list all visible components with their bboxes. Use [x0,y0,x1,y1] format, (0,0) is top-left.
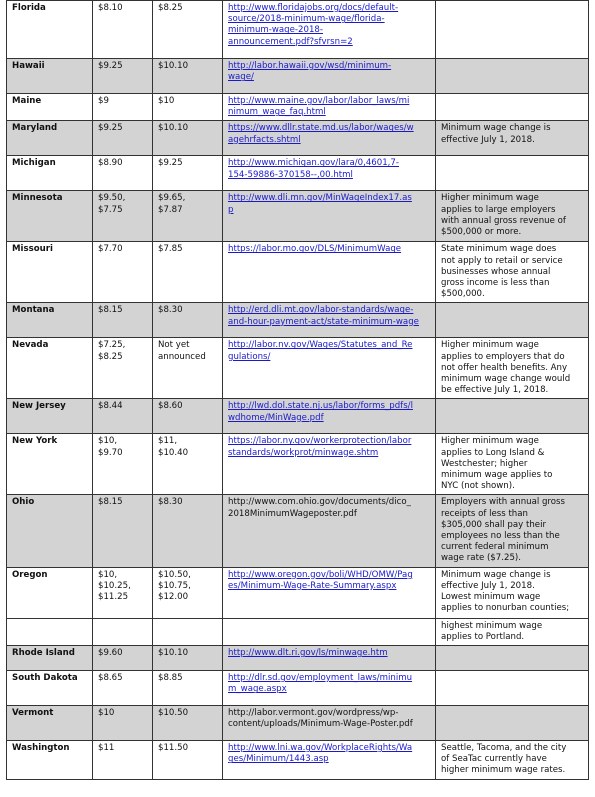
notes-cell [436,94,589,121]
source-link-line[interactable]: 154-59886-370158--,00.html [228,169,353,180]
state-cell: Washington [7,741,93,780]
wage-2018-cell: $8.30 [153,303,223,338]
wage-2017-cell: $7.70 [93,242,153,303]
note-line: Employers with annual gross [441,497,565,508]
source-link[interactable] [223,671,436,706]
state-cell: Oregon [7,567,93,618]
source-link-line[interactable]: http://www.dli.mn.gov/MinWageIndex17.as [228,193,412,204]
note-line: minimum wage applies to [441,470,553,481]
notes-cell [436,495,589,567]
source-link-line[interactable]: content/uploads/Minimum-Wage-Poster.pdf [228,719,413,730]
wage-2018-cell: $10.10 [153,121,223,156]
source-link-line[interactable]: gulations/ [228,351,271,362]
table-row [7,741,589,780]
wage-2018-cell: $10.50, $10.75, $12.00 [153,567,223,618]
source-link[interactable] [223,121,436,156]
source-link-line[interactable]: http://labor.vermont.gov/wordpress/wp- [228,708,399,719]
state-cell: Missouri [7,242,93,303]
source-link-line[interactable]: http://www.oregon.gov/boli/WHD/OMW/Pag [228,569,413,580]
wage-2017-cell: $9.25 [93,121,153,156]
wage-2017-cell: $10, $9.70 [93,434,153,495]
notes-cell [436,1,589,59]
wage-2018-cell: $10.50 [153,706,223,741]
state-cell: Rhode Island [7,646,93,671]
wage-2017-cell: $9 [93,94,153,121]
source-link-line[interactable]: https://www.dllr.state.md.us/labor/wages/w [228,123,414,134]
notes-cell [436,618,589,645]
state-cell: Ohio [7,495,93,567]
wage-2018-cell: $8.60 [153,399,223,434]
notes-cell [436,399,589,434]
wage-2017-cell: $8.15 [93,303,153,338]
source-link-line[interactable]: http://dlr.sd.gov/employment_laws/minimu [228,673,413,684]
wage-2018-cell: $10.10 [153,646,223,671]
note-line: Seattle, Tacoma, and the city [441,743,567,754]
note-line: Higher minimum wage [441,193,539,204]
note-line: higher minimum wage rates. [441,765,566,776]
source-link[interactable] [223,156,436,191]
source-link-line[interactable]: http://labor.hawaii.gov/wsd/minimum- [228,61,392,71]
wage-2018-cell: $10.10 [153,59,223,94]
note-line: Minimum wage change is [441,123,551,134]
source-link-line[interactable]: wdhome/MinWage.pdf [228,412,324,423]
wage-2018-cell: $8.85 [153,671,223,706]
note-line: not offer health benefits. Any [441,362,568,373]
notes-cell [436,156,589,191]
source-link-line[interactable]: http://www.maine.gov/labor/labor_laws/mi [228,96,410,106]
source-link-line[interactable]: https://labor.mo.gov/DLS/MinimumWage [228,244,402,255]
note-line: not apply to retail or service [441,255,563,266]
note-line: applies to large employers [441,204,556,215]
note-line: NYC (not shown). [441,481,515,492]
wage-2017-cell [93,618,153,645]
table-row [7,338,589,399]
note-line: receipts of less than [441,508,528,519]
wage-2017-cell: $8.90 [93,156,153,191]
source-link-line[interactable]: http://lwd.dol.state.nj.us/labor/forms_pdfs/l [228,401,413,412]
table-row [7,59,589,94]
notes-cell [436,706,589,741]
note-line: of SeaTac currently have [441,754,547,765]
note-line: current federal minimum [441,542,549,553]
source-link[interactable] [223,741,436,780]
table-row [7,706,589,741]
note-line: Higher minimum wage [441,340,539,351]
notes-cell [436,303,589,338]
source-link[interactable] [223,706,436,741]
table-row [7,671,589,706]
note-line: wage rate ($7.25). [441,553,521,564]
note-line: $500,000 or more. [441,227,522,238]
notes-cell [436,646,589,671]
note-line: Lowest minimum wage [441,592,541,603]
state-cell [7,618,93,645]
note-line: applies to Portland. [441,631,525,642]
table-row [7,156,589,191]
state-cell: Maryland [7,121,93,156]
state-cell: South Dakota [7,671,93,706]
table-row [7,495,589,567]
source-link-line[interactable]: http://www.dlt.ri.gov/ls/minwage.htm [228,648,388,659]
minimum-wage-table [6,0,589,780]
wage-2018-cell: $8.25 [153,1,223,59]
notes-cell [436,741,589,780]
note-line: Higher minimum wage [441,436,539,447]
note-line: with annual gross revenue of [441,215,566,226]
wage-2018-cell: $9.25 [153,156,223,191]
notes-cell [436,59,589,94]
source-link-line[interactable]: and-hour-payment-act/state-minimum-wage [228,316,419,327]
source-link[interactable] [223,434,436,495]
note-line: effective July 1, 2018. [441,580,535,591]
wage-2017-cell: $8.65 [93,671,153,706]
source-link-line[interactable]: http://www.michigan.gov/lara/0,4601,7- [228,158,399,169]
source-link-line[interactable]: minimum-wage-2018- [228,25,323,36]
notes-cell [436,121,589,156]
note-line: minimum wage change would [441,374,571,385]
source-link-line[interactable]: wage/ [228,72,254,83]
wage-2018-cell: $11, $10.40 [153,434,223,495]
source-link-line[interactable]: http://www.floridajobs.org/docs/default- [228,3,399,13]
table-row [7,646,589,671]
table-row [7,399,589,434]
table-row [7,242,589,303]
notes-cell [436,671,589,706]
wage-2017-cell: $7.25, $8.25 [93,338,153,399]
wage-2017-cell: $8.15 [93,495,153,567]
source-link[interactable] [223,242,436,303]
notes-cell [436,191,589,242]
table-row [7,94,589,121]
source-link[interactable] [223,646,436,671]
table-row [7,1,589,59]
state-cell: Florida [7,1,93,59]
source-link-line[interactable]: agehrfacts.shtml [228,134,301,145]
wage-2018-cell: Not yet announced [153,338,223,399]
state-cell: New York [7,434,93,495]
note-line: applies to nonurban counties; [441,603,570,614]
state-cell: Vermont [7,706,93,741]
source-link-line[interactable]: nimum_wage_faq.html [228,107,326,118]
table-row [7,121,589,156]
wage-2018-cell: $10 [153,94,223,121]
wage-2017-cell: $8.44 [93,399,153,434]
note-line: Minimum wage change is [441,569,551,580]
wage-2017-cell: $11 [93,741,153,780]
note-line: applies to Long Island & [441,447,545,458]
wage-2017-cell: $9.60 [93,646,153,671]
wage-2018-cell: $11.50 [153,741,223,780]
note-line: Westchester; higher [441,458,528,469]
source-link-line[interactable]: es/Minimum-Wage-Rate-Summary.aspx [228,580,397,591]
table-row [7,567,589,618]
source-link[interactable] [223,1,436,59]
table-row [7,434,589,495]
wage-2018-cell: $7.85 [153,242,223,303]
note-line: employees no less than the [441,531,560,542]
source-link[interactable] [223,303,436,338]
source-link-line[interactable]: http://www.lni.wa.gov/WorkplaceRights/Wa [228,743,413,754]
note-line: $500,000. [441,289,485,300]
note-line: effective July 1, 2018. [441,134,535,145]
note-line: gross income is less than [441,278,550,289]
source-link [223,618,436,645]
note-line: be effective July 1, 2018. [441,385,549,396]
source-link-line[interactable]: standards/workprot/minwage.shtm [228,447,379,458]
source-link-line[interactable]: source/2018-minimum-wage/florida- [228,14,385,25]
source-link[interactable] [223,94,436,121]
wage-2017-cell: $9.50, $7.75 [93,191,153,242]
source-link-line[interactable]: http://www.com.ohio.gov/documents/dico_ [228,497,411,508]
source-link[interactable] [223,59,436,94]
note-line: applies to employers that do [441,351,565,362]
wage-2018-cell: $8.30 [153,495,223,567]
source-link-line[interactable]: http://labor.nv.gov/Wages/Statutes_and_Re [228,340,413,351]
notes-cell [436,338,589,399]
state-cell: Montana [7,303,93,338]
state-cell: New Jersey [7,399,93,434]
source-link-line[interactable]: https://labor.ny.gov/workerprotection/labor [228,436,412,447]
table-row [7,618,589,645]
table-body [7,1,589,780]
table-row [7,303,589,338]
wage-2017-cell: $10 [93,706,153,741]
wage-2018-cell: $9.65, $7.87 [153,191,223,242]
notes-cell [436,567,589,618]
notes-cell [436,242,589,303]
source-link[interactable] [223,191,436,242]
state-cell: Michigan [7,156,93,191]
wage-2017-cell: $9.25 [93,59,153,94]
source-link-line[interactable]: http://erd.dli.mt.gov/labor-standards/wage- [228,305,414,316]
state-cell: Minnesota [7,191,93,242]
source-link[interactable] [223,338,436,399]
source-link-line[interactable]: m_wage.aspx [228,684,287,695]
source-link-line[interactable]: ges/Minimum/1443.asp [228,754,329,765]
wage-2018-cell [153,618,223,645]
state-cell: Hawaii [7,59,93,94]
table-row [7,191,589,242]
note-line: State minimum wage does [441,244,557,255]
source-link[interactable] [223,495,436,567]
note-line: highest minimum wage [441,620,543,631]
wage-2017-cell: $8.10 [93,1,153,59]
note-line: businesses whose annual [441,266,551,277]
state-cell: Nevada [7,338,93,399]
note-line: $305,000 shall pay their [441,519,546,530]
state-cell: Maine [7,94,93,121]
source-link-line[interactable]: announcement.pdf?sfvrsn=2 [228,36,353,47]
source-link-line[interactable]: 2018MinimumWageposter.pdf [228,508,357,519]
source-link-line[interactable]: p [228,204,234,215]
source-link[interactable] [223,567,436,618]
wage-2017-cell: $10, $10.25, $11.25 [93,567,153,618]
notes-cell [436,434,589,495]
source-link[interactable] [223,399,436,434]
